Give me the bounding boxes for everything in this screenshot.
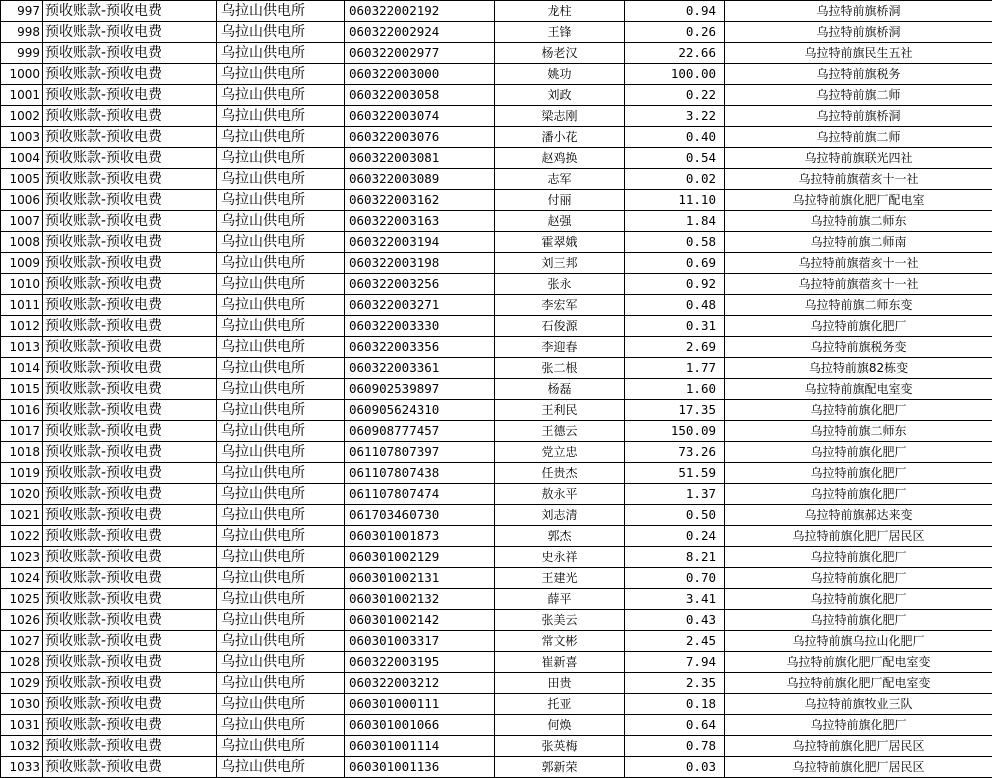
office-cell: 乌拉山供电所 bbox=[217, 463, 345, 484]
office-cell: 乌拉山供电所 bbox=[217, 547, 345, 568]
amount-cell: 0.43 bbox=[625, 610, 725, 631]
office-cell: 乌拉山供电所 bbox=[217, 757, 345, 778]
table-row bbox=[1, 463, 992, 484]
account-number-cell: 061107807397 bbox=[345, 442, 495, 463]
address-cell: 乌拉特前旗化肥厂 bbox=[725, 715, 992, 736]
row-index: 1016 bbox=[1, 400, 43, 421]
table-row bbox=[1, 589, 992, 610]
account-number-cell: 060322003058 bbox=[345, 85, 495, 106]
table-row bbox=[1, 22, 992, 43]
account-type-cell: 预收账款-预收电费 bbox=[43, 736, 217, 757]
office-cell: 乌拉山供电所 bbox=[217, 505, 345, 526]
account-number-cell: 060902539897 bbox=[345, 379, 495, 400]
office-cell: 乌拉山供电所 bbox=[217, 337, 345, 358]
customer-name-cell: 托亚 bbox=[495, 694, 625, 715]
office-cell: 乌拉山供电所 bbox=[217, 442, 345, 463]
account-type-cell: 预收账款-预收电费 bbox=[43, 64, 217, 85]
account-type-cell: 预收账款-预收电费 bbox=[43, 337, 217, 358]
table-row bbox=[1, 169, 992, 190]
office-cell: 乌拉山供电所 bbox=[217, 610, 345, 631]
office-cell: 乌拉山供电所 bbox=[217, 652, 345, 673]
office-cell: 乌拉山供电所 bbox=[217, 589, 345, 610]
amount-cell: 73.26 bbox=[625, 442, 725, 463]
address-cell: 乌拉特前旗二师 bbox=[725, 85, 992, 106]
customer-name-cell: 史永祥 bbox=[495, 547, 625, 568]
row-index: 1010 bbox=[1, 274, 43, 295]
customer-name-cell: 党立忠 bbox=[495, 442, 625, 463]
customer-name-cell: 刘三邦 bbox=[495, 253, 625, 274]
customer-name-cell: 潘小花 bbox=[495, 127, 625, 148]
account-number-cell: 060322002192 bbox=[345, 1, 495, 22]
row-index: 1004 bbox=[1, 148, 43, 169]
account-type-cell: 预收账款-预收电费 bbox=[43, 295, 217, 316]
account-type-cell: 预收账款-预收电费 bbox=[43, 106, 217, 127]
address-cell: 乌拉特前旗化肥厂 bbox=[725, 589, 992, 610]
address-cell: 乌拉特前旗二师东 bbox=[725, 211, 992, 232]
account-number-cell: 060322003081 bbox=[345, 148, 495, 169]
account-number-cell: 061107807474 bbox=[345, 484, 495, 505]
table-row bbox=[1, 505, 992, 526]
row-index: 1021 bbox=[1, 505, 43, 526]
customer-name-cell: 张永 bbox=[495, 274, 625, 295]
address-cell: 乌拉特前旗化肥厂 bbox=[725, 484, 992, 505]
account-number-cell: 060322003198 bbox=[345, 253, 495, 274]
row-index: 1032 bbox=[1, 736, 43, 757]
amount-cell: 8.21 bbox=[625, 547, 725, 568]
customer-name-cell: 郭新荣 bbox=[495, 757, 625, 778]
office-cell: 乌拉山供电所 bbox=[217, 127, 345, 148]
amount-cell: 0.31 bbox=[625, 316, 725, 337]
customer-name-cell: 龙柱 bbox=[495, 1, 625, 22]
table-row bbox=[1, 85, 992, 106]
row-index: 998 bbox=[1, 22, 43, 43]
account-type-cell: 预收账款-预收电费 bbox=[43, 421, 217, 442]
amount-cell: 0.40 bbox=[625, 127, 725, 148]
office-cell: 乌拉山供电所 bbox=[217, 358, 345, 379]
amount-cell: 0.18 bbox=[625, 694, 725, 715]
address-cell: 乌拉特前旗税务 bbox=[725, 64, 992, 85]
address-cell: 乌拉特前旗化肥厂居民区 bbox=[725, 757, 992, 778]
customer-name-cell: 赵鸡换 bbox=[495, 148, 625, 169]
table-row bbox=[1, 295, 992, 316]
office-cell: 乌拉山供电所 bbox=[217, 379, 345, 400]
address-cell: 乌拉特前旗化肥厂配电室变 bbox=[725, 673, 992, 694]
customer-name-cell: 常文彬 bbox=[495, 631, 625, 652]
account-type-cell: 预收账款-预收电费 bbox=[43, 358, 217, 379]
customer-name-cell: 张英梅 bbox=[495, 736, 625, 757]
customer-name-cell: 张二根 bbox=[495, 358, 625, 379]
office-cell: 乌拉山供电所 bbox=[217, 106, 345, 127]
amount-cell: 11.10 bbox=[625, 190, 725, 211]
address-cell: 乌拉特前旗牧业三队 bbox=[725, 694, 992, 715]
address-cell: 乌拉特前旗化肥厂居民区 bbox=[725, 526, 992, 547]
amount-cell: 1.77 bbox=[625, 358, 725, 379]
amount-cell: 1.60 bbox=[625, 379, 725, 400]
amount-cell: 0.69 bbox=[625, 253, 725, 274]
amount-cell: 51.59 bbox=[625, 463, 725, 484]
account-number-cell: 060322002924 bbox=[345, 22, 495, 43]
row-index: 1024 bbox=[1, 568, 43, 589]
row-index: 1009 bbox=[1, 253, 43, 274]
office-cell: 乌拉山供电所 bbox=[217, 295, 345, 316]
row-index: 1005 bbox=[1, 169, 43, 190]
table-row bbox=[1, 106, 992, 127]
customer-name-cell: 志军 bbox=[495, 169, 625, 190]
account-number-cell: 060322003076 bbox=[345, 127, 495, 148]
table-row bbox=[1, 736, 992, 757]
customer-name-cell: 王利民 bbox=[495, 400, 625, 421]
address-cell: 乌拉特前旗化肥厂配电室 bbox=[725, 190, 992, 211]
address-cell: 乌拉特前旗化肥厂 bbox=[725, 610, 992, 631]
account-type-cell: 预收账款-预收电费 bbox=[43, 757, 217, 778]
amount-cell: 2.69 bbox=[625, 337, 725, 358]
office-cell: 乌拉山供电所 bbox=[217, 22, 345, 43]
row-index: 1007 bbox=[1, 211, 43, 232]
account-type-cell: 预收账款-预收电费 bbox=[43, 316, 217, 337]
office-cell: 乌拉山供电所 bbox=[217, 400, 345, 421]
office-cell: 乌拉山供电所 bbox=[217, 484, 345, 505]
account-number-cell: 060322003000 bbox=[345, 64, 495, 85]
amount-cell: 0.02 bbox=[625, 169, 725, 190]
address-cell: 乌拉特前旗桥洞 bbox=[725, 22, 992, 43]
address-cell: 乌拉特前旗化肥厂 bbox=[725, 547, 992, 568]
office-cell: 乌拉山供电所 bbox=[217, 43, 345, 64]
address-cell: 乌拉特前旗蓿亥十一社 bbox=[725, 253, 992, 274]
amount-cell: 0.26 bbox=[625, 22, 725, 43]
row-index: 1015 bbox=[1, 379, 43, 400]
table-row bbox=[1, 400, 992, 421]
customer-name-cell: 张美云 bbox=[495, 610, 625, 631]
account-type-cell: 预收账款-预收电费 bbox=[43, 526, 217, 547]
amount-cell: 0.78 bbox=[625, 736, 725, 757]
customer-name-cell: 王锋 bbox=[495, 22, 625, 43]
row-index: 1003 bbox=[1, 127, 43, 148]
table-row bbox=[1, 757, 992, 778]
account-type-cell: 预收账款-预收电费 bbox=[43, 211, 217, 232]
account-number-cell: 060301001114 bbox=[345, 736, 495, 757]
account-type-cell: 预收账款-预收电费 bbox=[43, 463, 217, 484]
customer-name-cell: 梁志刚 bbox=[495, 106, 625, 127]
row-index: 1027 bbox=[1, 631, 43, 652]
row-index: 1022 bbox=[1, 526, 43, 547]
customer-name-cell: 郭杰 bbox=[495, 526, 625, 547]
office-cell: 乌拉山供电所 bbox=[217, 526, 345, 547]
office-cell: 乌拉山供电所 bbox=[217, 715, 345, 736]
address-cell: 乌拉特前旗乌拉山化肥厂 bbox=[725, 631, 992, 652]
table-row bbox=[1, 232, 992, 253]
office-cell: 乌拉山供电所 bbox=[217, 736, 345, 757]
address-cell: 乌拉特前旗化肥厂 bbox=[725, 568, 992, 589]
account-number-cell: 060322003074 bbox=[345, 106, 495, 127]
address-cell: 乌拉特前旗二师 bbox=[725, 127, 992, 148]
office-cell: 乌拉山供电所 bbox=[217, 232, 345, 253]
table-row bbox=[1, 610, 992, 631]
row-index: 1018 bbox=[1, 442, 43, 463]
address-cell: 乌拉特前旗二师南 bbox=[725, 232, 992, 253]
account-number-cell: 060322003195 bbox=[345, 652, 495, 673]
table-row bbox=[1, 421, 992, 442]
address-cell: 乌拉特前旗配电室变 bbox=[725, 379, 992, 400]
row-index: 1013 bbox=[1, 337, 43, 358]
customer-name-cell: 石俊源 bbox=[495, 316, 625, 337]
office-cell: 乌拉山供电所 bbox=[217, 568, 345, 589]
customer-name-cell: 崔新喜 bbox=[495, 652, 625, 673]
table-body bbox=[1, 1, 992, 778]
row-index: 1029 bbox=[1, 673, 43, 694]
amount-cell: 17.35 bbox=[625, 400, 725, 421]
account-type-cell: 预收账款-预收电费 bbox=[43, 400, 217, 421]
table-row bbox=[1, 148, 992, 169]
table-row bbox=[1, 64, 992, 85]
address-cell: 乌拉特前旗二师东变 bbox=[725, 295, 992, 316]
table-row bbox=[1, 715, 992, 736]
amount-cell: 0.58 bbox=[625, 232, 725, 253]
row-index: 999 bbox=[1, 43, 43, 64]
account-number-cell: 060322003361 bbox=[345, 358, 495, 379]
office-cell: 乌拉山供电所 bbox=[217, 694, 345, 715]
customer-name-cell: 田贵 bbox=[495, 673, 625, 694]
account-type-cell: 预收账款-预收电费 bbox=[43, 232, 217, 253]
amount-cell: 0.54 bbox=[625, 148, 725, 169]
account-type-cell: 预收账款-预收电费 bbox=[43, 568, 217, 589]
table-row bbox=[1, 673, 992, 694]
amount-cell: 3.22 bbox=[625, 106, 725, 127]
table-row bbox=[1, 190, 992, 211]
office-cell: 乌拉山供电所 bbox=[217, 673, 345, 694]
address-cell: 乌拉特前旗化肥厂 bbox=[725, 463, 992, 484]
account-type-cell: 预收账款-预收电费 bbox=[43, 43, 217, 64]
customer-name-cell: 霍翠娥 bbox=[495, 232, 625, 253]
account-type-cell: 预收账款-预收电费 bbox=[43, 484, 217, 505]
office-cell: 乌拉山供电所 bbox=[217, 1, 345, 22]
account-type-cell: 预收账款-预收电费 bbox=[43, 505, 217, 526]
account-number-cell: 060322003356 bbox=[345, 337, 495, 358]
account-number-cell: 060301003317 bbox=[345, 631, 495, 652]
amount-cell: 2.35 bbox=[625, 673, 725, 694]
account-number-cell: 060322002977 bbox=[345, 43, 495, 64]
table-row bbox=[1, 442, 992, 463]
account-number-cell: 060322003256 bbox=[345, 274, 495, 295]
account-type-cell: 预收账款-预收电费 bbox=[43, 274, 217, 295]
account-number-cell: 060301001136 bbox=[345, 757, 495, 778]
amount-cell: 0.48 bbox=[625, 295, 725, 316]
account-number-cell: 060322003163 bbox=[345, 211, 495, 232]
row-index: 1019 bbox=[1, 463, 43, 484]
address-cell: 乌拉特前旗桥洞 bbox=[725, 1, 992, 22]
amount-cell: 2.45 bbox=[625, 631, 725, 652]
account-number-cell: 060322003212 bbox=[345, 673, 495, 694]
row-index: 1017 bbox=[1, 421, 43, 442]
account-type-cell: 预收账款-预收电费 bbox=[43, 22, 217, 43]
row-index: 1002 bbox=[1, 106, 43, 127]
row-index: 1014 bbox=[1, 358, 43, 379]
address-cell: 乌拉特前旗化肥厂 bbox=[725, 400, 992, 421]
amount-cell: 0.03 bbox=[625, 757, 725, 778]
customer-name-cell: 刘志清 bbox=[495, 505, 625, 526]
amount-cell: 0.24 bbox=[625, 526, 725, 547]
customer-name-cell: 敖永平 bbox=[495, 484, 625, 505]
row-index: 1031 bbox=[1, 715, 43, 736]
account-type-cell: 预收账款-预收电费 bbox=[43, 1, 217, 22]
address-cell: 乌拉特前旗桥洞 bbox=[725, 106, 992, 127]
customer-name-cell: 杨磊 bbox=[495, 379, 625, 400]
address-cell: 乌拉特前旗化肥厂 bbox=[725, 316, 992, 337]
row-index: 1020 bbox=[1, 484, 43, 505]
table-row bbox=[1, 1, 992, 22]
amount-cell: 150.09 bbox=[625, 421, 725, 442]
customer-name-cell: 刘政 bbox=[495, 85, 625, 106]
row-index: 1008 bbox=[1, 232, 43, 253]
row-index: 1012 bbox=[1, 316, 43, 337]
account-type-cell: 预收账款-预收电费 bbox=[43, 442, 217, 463]
office-cell: 乌拉山供电所 bbox=[217, 253, 345, 274]
account-number-cell: 060322003330 bbox=[345, 316, 495, 337]
account-number-cell: 060301002142 bbox=[345, 610, 495, 631]
row-index: 1028 bbox=[1, 652, 43, 673]
table-row bbox=[1, 337, 992, 358]
account-type-cell: 预收账款-预收电费 bbox=[43, 589, 217, 610]
account-type-cell: 预收账款-预收电费 bbox=[43, 169, 217, 190]
customer-name-cell: 王建光 bbox=[495, 568, 625, 589]
row-index: 1006 bbox=[1, 190, 43, 211]
row-index: 997 bbox=[1, 1, 43, 22]
office-cell: 乌拉山供电所 bbox=[217, 169, 345, 190]
customer-name-cell: 何焕 bbox=[495, 715, 625, 736]
table-row bbox=[1, 43, 992, 64]
table-row bbox=[1, 274, 992, 295]
customer-name-cell: 王德云 bbox=[495, 421, 625, 442]
office-cell: 乌拉山供电所 bbox=[217, 211, 345, 232]
table-row bbox=[1, 631, 992, 652]
customer-name-cell: 任贵杰 bbox=[495, 463, 625, 484]
account-number-cell: 060301002132 bbox=[345, 589, 495, 610]
amount-cell: 7.94 bbox=[625, 652, 725, 673]
row-index: 1011 bbox=[1, 295, 43, 316]
address-cell: 乌拉特前旗二师东 bbox=[725, 421, 992, 442]
address-cell: 乌拉特前旗蓿亥十一社 bbox=[725, 169, 992, 190]
account-type-cell: 预收账款-预收电费 bbox=[43, 379, 217, 400]
amount-cell: 100.00 bbox=[625, 64, 725, 85]
account-number-cell: 060301000111 bbox=[345, 694, 495, 715]
address-cell: 乌拉特前旗化肥厂 bbox=[725, 442, 992, 463]
table-row bbox=[1, 652, 992, 673]
table-row bbox=[1, 694, 992, 715]
amount-cell: 22.66 bbox=[625, 43, 725, 64]
row-index: 1001 bbox=[1, 85, 43, 106]
account-number-cell: 060322003162 bbox=[345, 190, 495, 211]
customer-name-cell: 付丽 bbox=[495, 190, 625, 211]
office-cell: 乌拉山供电所 bbox=[217, 421, 345, 442]
office-cell: 乌拉山供电所 bbox=[217, 316, 345, 337]
account-type-cell: 预收账款-预收电费 bbox=[43, 253, 217, 274]
account-number-cell: 060905624310 bbox=[345, 400, 495, 421]
row-index: 1023 bbox=[1, 547, 43, 568]
customer-name-cell: 薛平 bbox=[495, 589, 625, 610]
amount-cell: 1.37 bbox=[625, 484, 725, 505]
table-row bbox=[1, 526, 992, 547]
table-row bbox=[1, 568, 992, 589]
account-type-cell: 预收账款-预收电费 bbox=[43, 610, 217, 631]
row-index: 1026 bbox=[1, 610, 43, 631]
row-index: 1033 bbox=[1, 757, 43, 778]
customer-name-cell: 杨老汉 bbox=[495, 43, 625, 64]
table-row bbox=[1, 316, 992, 337]
table-row bbox=[1, 379, 992, 400]
account-type-cell: 预收账款-预收电费 bbox=[43, 631, 217, 652]
address-cell: 乌拉特前旗联光四社 bbox=[725, 148, 992, 169]
amount-cell: 3.41 bbox=[625, 589, 725, 610]
table-row bbox=[1, 127, 992, 148]
account-type-cell: 预收账款-预收电费 bbox=[43, 85, 217, 106]
row-index: 1030 bbox=[1, 694, 43, 715]
account-number-cell: 060301002129 bbox=[345, 547, 495, 568]
address-cell: 乌拉特前旗化肥厂配电室变 bbox=[725, 652, 992, 673]
account-number-cell: 061107807438 bbox=[345, 463, 495, 484]
amount-cell: 0.22 bbox=[625, 85, 725, 106]
account-number-cell: 060322003089 bbox=[345, 169, 495, 190]
amount-cell: 0.70 bbox=[625, 568, 725, 589]
office-cell: 乌拉山供电所 bbox=[217, 274, 345, 295]
account-type-cell: 预收账款-预收电费 bbox=[43, 127, 217, 148]
table-row bbox=[1, 211, 992, 232]
account-type-cell: 预收账款-预收电费 bbox=[43, 547, 217, 568]
account-type-cell: 预收账款-预收电费 bbox=[43, 652, 217, 673]
account-type-cell: 预收账款-预收电费 bbox=[43, 190, 217, 211]
table-row bbox=[1, 253, 992, 274]
address-cell: 乌拉特前旗化肥厂居民区 bbox=[725, 736, 992, 757]
table-row bbox=[1, 358, 992, 379]
office-cell: 乌拉山供电所 bbox=[217, 64, 345, 85]
office-cell: 乌拉山供电所 bbox=[217, 85, 345, 106]
account-number-cell: 060301002131 bbox=[345, 568, 495, 589]
account-number-cell: 061703460730 bbox=[345, 505, 495, 526]
account-number-cell: 060322003194 bbox=[345, 232, 495, 253]
amount-cell: 0.64 bbox=[625, 715, 725, 736]
account-number-cell: 060908777457 bbox=[345, 421, 495, 442]
address-cell: 乌拉特前旗82栋变 bbox=[725, 358, 992, 379]
customer-name-cell: 赵强 bbox=[495, 211, 625, 232]
account-number-cell: 060301001873 bbox=[345, 526, 495, 547]
amount-cell: 1.84 bbox=[625, 211, 725, 232]
customer-name-cell: 姚功 bbox=[495, 64, 625, 85]
customer-name-cell: 李宏军 bbox=[495, 295, 625, 316]
amount-cell: 0.92 bbox=[625, 274, 725, 295]
account-number-cell: 060322003271 bbox=[345, 295, 495, 316]
office-cell: 乌拉山供电所 bbox=[217, 148, 345, 169]
account-type-cell: 预收账款-预收电费 bbox=[43, 148, 217, 169]
office-cell: 乌拉山供电所 bbox=[217, 631, 345, 652]
office-cell: 乌拉山供电所 bbox=[217, 190, 345, 211]
account-type-cell: 预收账款-预收电费 bbox=[43, 694, 217, 715]
table-row bbox=[1, 547, 992, 568]
amount-cell: 0.94 bbox=[625, 1, 725, 22]
account-number-cell: 060301001066 bbox=[345, 715, 495, 736]
address-cell: 乌拉特前旗郝达来变 bbox=[725, 505, 992, 526]
address-cell: 乌拉特前旗税务变 bbox=[725, 337, 992, 358]
table-row bbox=[1, 484, 992, 505]
row-index: 1000 bbox=[1, 64, 43, 85]
customer-name-cell: 李迎春 bbox=[495, 337, 625, 358]
account-type-cell: 预收账款-预收电费 bbox=[43, 673, 217, 694]
row-index: 1025 bbox=[1, 589, 43, 610]
address-cell: 乌拉特前旗蓿亥十一社 bbox=[725, 274, 992, 295]
address-cell: 乌拉特前旗民生五社 bbox=[725, 43, 992, 64]
amount-cell: 0.50 bbox=[625, 505, 725, 526]
account-type-cell: 预收账款-预收电费 bbox=[43, 715, 217, 736]
